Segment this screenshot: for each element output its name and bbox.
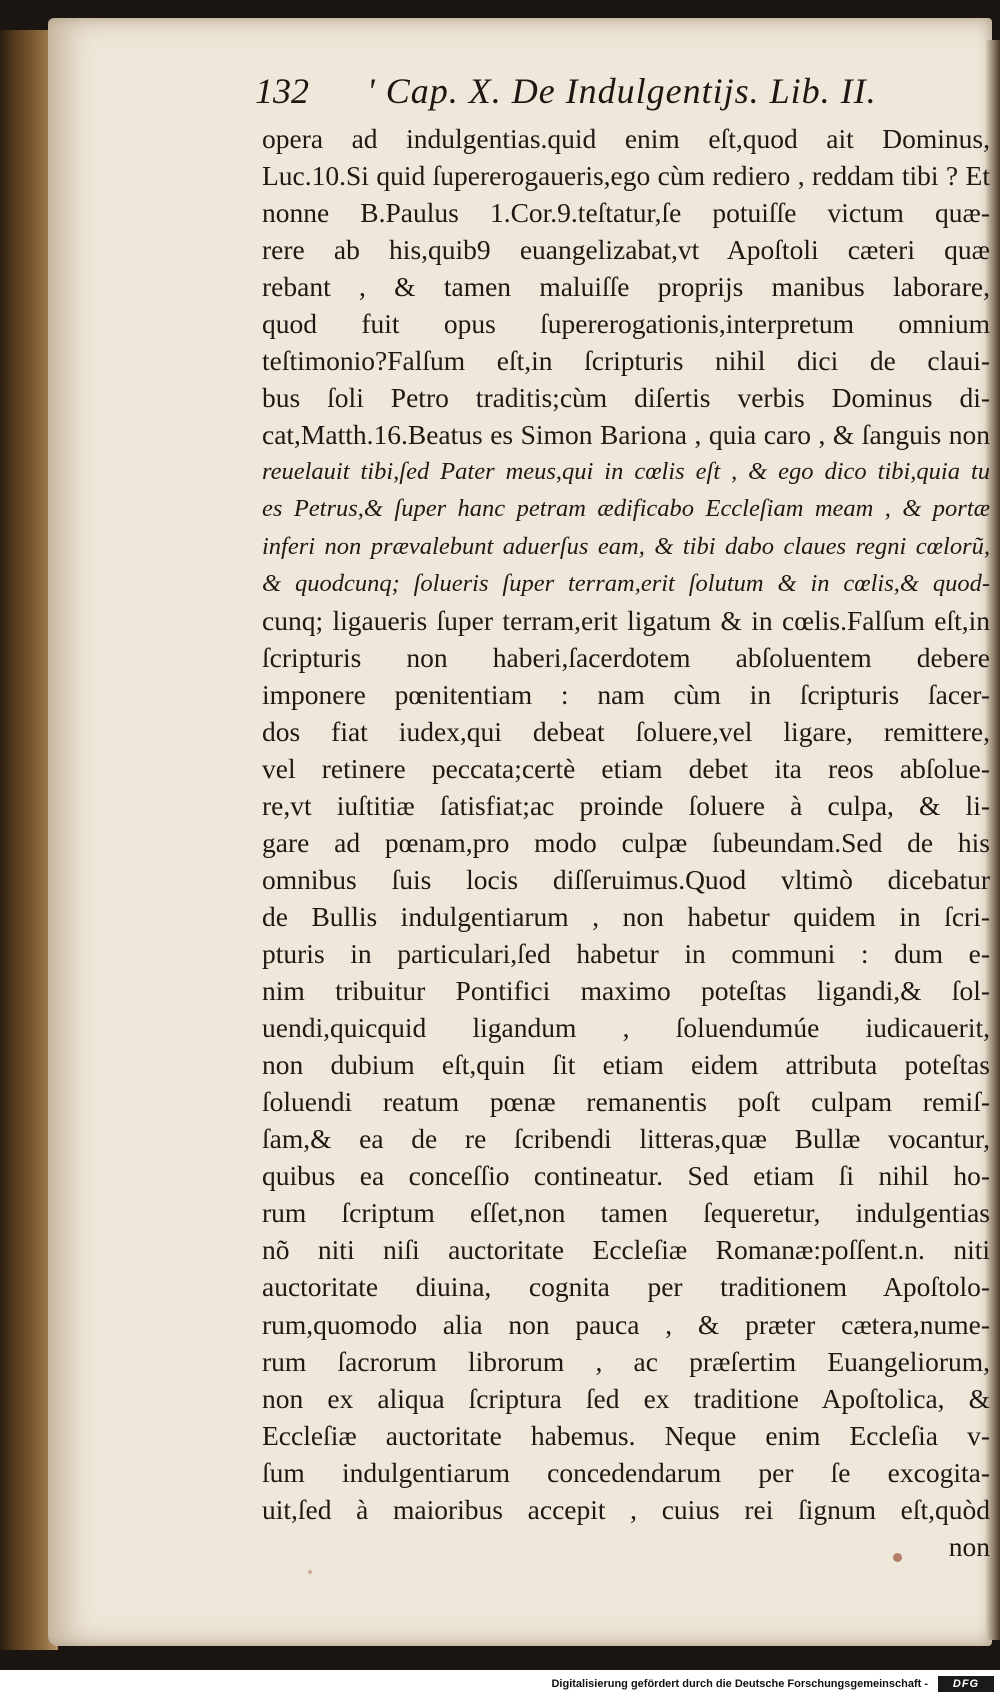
text-line: Eccleſiæ auctoritate habemus. Neque enim Eccleſia v- (262, 1419, 990, 1451)
text-line: non dubium eſt,quin ſit etiam eidem attributa poteſtas (262, 1049, 990, 1081)
digitization-credit: Digitalisierung gefördert durch die Deutsche Forschungsgemeinschaft - (551, 1678, 928, 1690)
text-line: gare ad pœnam,pro modo culpæ ſubeundam.Sed de his (262, 826, 990, 858)
text-line: es Petrus,& ſuper hanc petram ædificabo Eccleſiam meam , & portæ (262, 495, 990, 523)
text-line: nõ niti niſi auctoritate Eccleſiæ Romanæ:poſſent.n. niti (262, 1234, 990, 1266)
text-line: uit,ſed à maioribus accepit , cuius rei ſignum eſt,quòd (262, 1493, 990, 1525)
text-line: teſtimonio?Falſum eſt,in ſcripturis nihil dici de claui- (262, 345, 990, 377)
text-line: omnibus ſuis locis diſſeruimus.Quod vltimò dicebatur (262, 863, 990, 895)
text-line: ſcripturis non haberi,ſacerdotem abſoluentem debere (262, 641, 990, 673)
text-line: de Bullis indulgentiarum , non habetur quidem in ſcri- (262, 900, 990, 932)
text-line: vel retinere peccata;certè etiam debet ita reos abſolue- (262, 752, 990, 784)
text-line: rere ab his,quib9 euangelizabat,vt Apoſtoli cæteri quæ (262, 234, 990, 266)
text-line: rum ſacrorum librorum , ac præſertim Euangeliorum, (262, 1345, 990, 1377)
ink-spot (308, 1570, 312, 1574)
text-line: bus ſoli Petro traditis;cùm diſertis verbis Dominus di- (262, 382, 990, 414)
ink-spot (893, 1553, 902, 1562)
text-line: rebant , & tamen maluiſſe proprijs manibus laborare, (262, 271, 990, 303)
text-line: re,vt iuſtitiæ ſatisfiat;ac proinde ſoluere à culpa, & li- (262, 789, 990, 821)
text-line: quibus ea conceſſio contineatur. Sed etiam ſi nihil ho- (262, 1160, 990, 1192)
text-line: Luc.10.Si quid ſupererogaueris,ego cùm rediero , reddam tibi ? Et (262, 160, 990, 192)
text-line: cunq; ligaueris ſuper terram,erit ligatum & in cœlis.Falſum eſt,in (262, 604, 990, 636)
text-line: nim tribuitur Pontifici maximo poteſtas ligandi,& ſol- (262, 975, 990, 1007)
text-line: reuelauit tibi,ſed Pater meus,qui in cœlis eſt , & ego dico tibi,quia tu (262, 458, 990, 486)
text-line: pturis in particulari,ſed habetur in communi : dum e- (262, 938, 990, 970)
text-line: ſum indulgentiarum concedendarum per ſe excogita- (262, 1456, 990, 1488)
chapter-title: ' Cap. X. De Indulgentijs. Lib. II. (367, 71, 877, 111)
text-line: dos fiat iudex,qui debeat ſoluere,vel ligare, remittere, (262, 715, 990, 747)
text-line: opera ad indulgentias.quid enim eſt,quod ait Dominus, (262, 123, 990, 154)
text-line: ſoluendi reatum pœnæ remanentis poſt culpam remiſ- (262, 1086, 990, 1118)
page-number: 132 (255, 71, 309, 111)
text-line: inferi non prævalebunt aduerſus eam, & tibi dabo claues regni cœlorũ, (262, 532, 990, 560)
text-line: & quodcunq; ſolueris ſuper terram,erit ſolutum & in cœlis,& quod- (262, 569, 990, 597)
text-line: uendi,quicquid ligandum , ſoluendumúe iudicauerit, (262, 1012, 990, 1044)
text-line: non ex aliqua ſcriptura ſed ex traditione Apoſtolica, & (262, 1382, 990, 1414)
running-head (255, 70, 905, 116)
text-line: rum ſcriptum eſſet,non tamen ſequeretur, indulgentias (262, 1197, 990, 1229)
text-line: rum,quomodo alia non pauca , & præter cætera,nume- (262, 1308, 990, 1340)
text-line: imponere pœnitentiam : nam cùm in ſcripturis ſacer- (262, 678, 990, 710)
text-line: quod fuit opus ſupererogationis,interpretum omnium (262, 308, 990, 340)
text-line: cat,Matth.16.Beatus es Simon Bariona , quia caro , & ſanguis non (262, 419, 990, 451)
text-line: nonne B.Paulus 1.Cor.9.teſtatur,ſe potuiſſe victum quæ- (262, 197, 990, 229)
text-line: non (948, 1530, 990, 1562)
text-line: auctoritate diuina, cognita per traditionem Apoſtolo- (262, 1271, 990, 1303)
text-line: ſam,& ea de re ſcribendi litteras,quæ Bullæ vocantur, (262, 1123, 990, 1155)
dfg-logo: DFG (938, 1676, 994, 1692)
body-text (262, 120, 990, 1565)
